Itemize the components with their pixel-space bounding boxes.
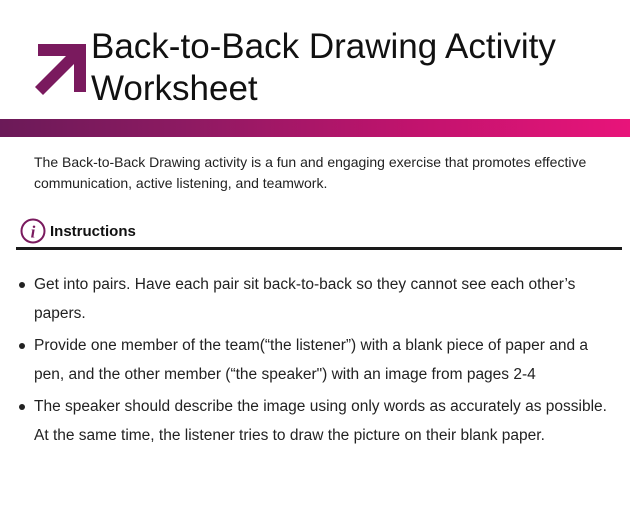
list-item: Get into pairs. Have each pair sit back-to-back so they cannot see each other’s papers.: [34, 270, 616, 328]
list-item: The speaker should describe the image using only words as accurately as possible. At the same time, the listener tries to draw the picture on their blank paper.: [34, 392, 616, 450]
arrow-logo-icon: [34, 44, 86, 96]
section-divider: [16, 247, 622, 250]
instructions-heading: Instructions: [50, 222, 136, 240]
instructions-list: [34, 270, 616, 453]
info-icon: [20, 218, 46, 244]
page-title: Back-to-Back Drawing Activity Worksheet: [91, 27, 556, 108]
list-item: Provide one member of the team(“the listener”) with a blank piece of paper and a pen, and the other member (“the speaker") with an image from pages 2-4: [34, 331, 616, 389]
header-gradient-band: [0, 119, 630, 137]
svg-text:i: i: [30, 222, 36, 242]
instructions-header: [20, 218, 136, 244]
intro-paragraph: The Back-to-Back Drawing activity is a fun and engaging exercise that promotes effective communication, active listening, and teamwork.: [34, 154, 587, 191]
